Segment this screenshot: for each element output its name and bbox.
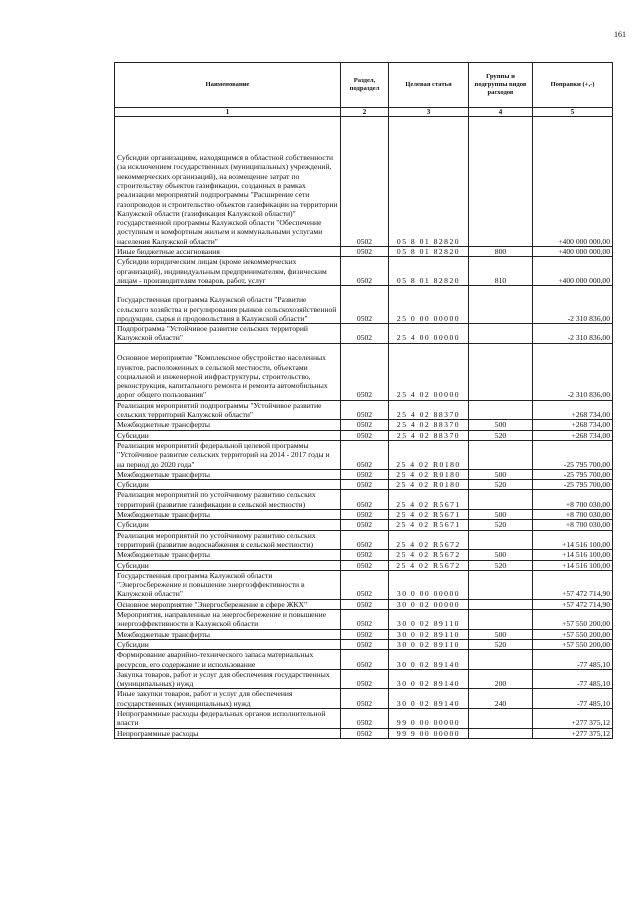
table-row: [115, 610, 613, 630]
row-target-article: 30 0 02 89140: [389, 650, 469, 670]
row-expense-group: 520: [469, 480, 533, 490]
row-target-article: 25 4 02 00000: [389, 343, 469, 400]
row-expense-group: 500: [469, 629, 533, 639]
row-target-article: 25 0 00 00000: [389, 286, 469, 324]
row-target-article: 05 8 01 82820: [389, 117, 469, 247]
row-name: Субсидии: [115, 430, 341, 440]
row-section: 0502: [341, 286, 389, 324]
row-section: 0502: [341, 520, 389, 530]
row-expense-group: 500: [469, 550, 533, 560]
row-section: 0502: [341, 728, 389, 738]
row-expense-group: 500: [469, 469, 533, 479]
row-target-article: 25 4 02 88370: [389, 430, 469, 440]
table-row: [115, 247, 613, 257]
row-expense-group: 520: [469, 520, 533, 530]
row-amendment-amount: +8 700 030,00: [533, 510, 613, 520]
row-expense-group: [469, 530, 533, 550]
column-number: 1: [115, 108, 341, 117]
row-target-article: 05 8 01 82820: [389, 247, 469, 257]
row-section: 0502: [341, 570, 389, 599]
table-row: [115, 520, 613, 530]
row-expense-group: [469, 324, 533, 344]
row-amendment-amount: +57 472 714,90: [533, 570, 613, 599]
row-section: 0502: [341, 650, 389, 670]
table-row: [115, 550, 613, 560]
row-name: Реализация мероприятий федеральной целевой программы "Устойчивое развитие сельских территорий на 2014 - 2017 годы и на период до 2020 года": [115, 440, 341, 469]
row-expense-group: [469, 599, 533, 609]
row-target-article: 30 0 00 00000: [389, 570, 469, 599]
row-target-article: 25 4 02 R5672: [389, 530, 469, 550]
row-target-article: 30 0 02 00000: [389, 599, 469, 609]
table-row: [115, 570, 613, 599]
row-target-article: 25 4 02 88370: [389, 400, 469, 420]
row-expense-group: 500: [469, 420, 533, 430]
table-header-row: [115, 63, 613, 108]
row-expense-group: [469, 440, 533, 469]
row-name: Реализация мероприятий подпрограммы "Устойчивое развитие сельских территорий Калужской области": [115, 400, 341, 420]
row-expense-group: 800: [469, 247, 533, 257]
row-target-article: 25 4 02 R5671: [389, 510, 469, 520]
row-target-article: 25 4 00 00000: [389, 324, 469, 344]
row-name: Иные закупки товаров, работ и услуг для обеспечения государственных (муниципальных) нужд: [115, 689, 341, 709]
row-section: 0502: [341, 324, 389, 344]
table-row: [115, 343, 613, 400]
row-amendment-amount: -77 485,10: [533, 669, 613, 689]
table-row: [115, 689, 613, 709]
table-row: [115, 490, 613, 510]
row-amendment-amount: -25 795 700,00: [533, 440, 613, 469]
table-row: [115, 430, 613, 440]
row-target-article: 30 0 02 89110: [389, 610, 469, 630]
column-number: 2: [341, 108, 389, 117]
column-number: 3: [389, 108, 469, 117]
table-row: [115, 530, 613, 550]
row-amendment-amount: +8 700 030,00: [533, 490, 613, 510]
row-amendment-amount: -2 310 836,00: [533, 324, 613, 344]
row-amendment-amount: +277 375,12: [533, 708, 613, 728]
row-section: 0502: [341, 430, 389, 440]
row-target-article: 25 4 02 R5672: [389, 560, 469, 570]
row-name: Субсидии организациям, находящимся в областной собственности (за исключением государственных (муниципальных) учреждений, некоммерческих организаций), на возмещение затрат по строительству объектов газификации, созданных в рамках реализации мероприятий подпрограммы "Расширение сети газопроводов и строительство объектов газификации на территории Калужской области (газификация Калужской области)" государственной программы Калужской области "Обеспечение доступным и комфортным жильем и коммунальными услугами населения Калужской области": [115, 117, 341, 247]
row-amendment-amount: +277 375,12: [533, 728, 613, 738]
row-section: 0502: [341, 490, 389, 510]
row-amendment-amount: +268 734,00: [533, 400, 613, 420]
row-name: Непрограммные расходы: [115, 728, 341, 738]
row-name: Формирование аварийно-технического запаса материальных ресурсов, его содержание и использование: [115, 650, 341, 670]
table-row: [115, 669, 613, 689]
row-name: Межбюджетные трансферты: [115, 510, 341, 520]
row-section: 0502: [341, 510, 389, 520]
row-expense-group: 520: [469, 560, 533, 570]
table-row: [115, 728, 613, 738]
row-amendment-amount: +57 550 200,00: [533, 639, 613, 649]
row-name: Основное мероприятие "Энергосбережение в сфере ЖКХ": [115, 599, 341, 609]
table-row: [115, 420, 613, 430]
row-expense-group: 520: [469, 639, 533, 649]
row-expense-group: 200: [469, 669, 533, 689]
row-name: Субсидии: [115, 560, 341, 570]
row-section: 0502: [341, 708, 389, 728]
row-section: 0502: [341, 669, 389, 689]
row-expense-group: [469, 343, 533, 400]
header-target: Целевая статья: [389, 63, 469, 108]
row-target-article: 25 4 02 R5672: [389, 550, 469, 560]
row-amendment-amount: +14 516 100,00: [533, 550, 613, 560]
row-amendment-amount: +400 000 000,00: [533, 117, 613, 247]
table-row: [115, 510, 613, 520]
row-target-article: 99 0 00 00000: [389, 708, 469, 728]
row-amendment-amount: +400 000 000,00: [533, 247, 613, 257]
row-amendment-amount: -2 310 836,00: [533, 343, 613, 400]
row-section: 0502: [341, 343, 389, 400]
row-expense-group: [469, 610, 533, 630]
row-section: 0502: [341, 560, 389, 570]
column-number: 5: [533, 108, 613, 117]
row-expense-group: [469, 570, 533, 599]
row-section: 0502: [341, 689, 389, 709]
row-amendment-amount: +14 516 100,00: [533, 530, 613, 550]
row-section: 0502: [341, 550, 389, 560]
row-amendment-amount: -25 795 700,00: [533, 480, 613, 490]
row-name: Государственная программа Калужской области "Энергосбережение и повышение энергоэффективности в Калужской области": [115, 570, 341, 599]
row-target-article: 25 4 02 R0180: [389, 440, 469, 469]
row-amendment-amount: -2 310 836,00: [533, 286, 613, 324]
row-expense-group: [469, 286, 533, 324]
row-section: 0502: [341, 610, 389, 630]
row-name: Подпрограмма "Устойчивое развитие сельских территорий Калужской области": [115, 324, 341, 344]
row-amendment-amount: +57 550 200,00: [533, 629, 613, 639]
row-name: Реализация мероприятий по устойчивому развитию сельских территорий (развитие газификации в сельской местности): [115, 490, 341, 510]
table-row: [115, 440, 613, 469]
row-name: Межбюджетные трансферты: [115, 469, 341, 479]
row-amendment-amount: -77 485,10: [533, 650, 613, 670]
row-expense-group: [469, 708, 533, 728]
row-section: 0502: [341, 257, 389, 286]
row-target-article: 25 4 02 R0180: [389, 480, 469, 490]
row-name: Реализация мероприятий по устойчивому развитию сельских территорий (развитие водоснабжения в сельской местности): [115, 530, 341, 550]
row-target-article: 30 0 02 89140: [389, 689, 469, 709]
row-name: Иные бюджетные ассигнования: [115, 247, 341, 257]
row-target-article: 25 4 02 R5671: [389, 490, 469, 510]
row-expense-group: 520: [469, 430, 533, 440]
row-target-article: 25 4 02 R5671: [389, 520, 469, 530]
row-section: 0502: [341, 480, 389, 490]
column-number-row: [115, 108, 613, 117]
row-section: 0502: [341, 440, 389, 469]
table-row: [115, 708, 613, 728]
table-row: [115, 324, 613, 344]
row-target-article: 30 0 02 89110: [389, 629, 469, 639]
row-expense-group: 500: [469, 510, 533, 520]
header-amendment: Поправки (+,-): [533, 63, 613, 108]
row-expense-group: 240: [469, 689, 533, 709]
header-group: Группы и подгруппы видов расходов: [469, 63, 533, 108]
table-row: [115, 650, 613, 670]
budget-amendments-table: [114, 62, 613, 739]
row-section: 0502: [341, 247, 389, 257]
table-row: [115, 400, 613, 420]
row-name: Субсидии: [115, 520, 341, 530]
row-expense-group: [469, 728, 533, 738]
row-name: Межбюджетные трансферты: [115, 420, 341, 430]
row-target-article: 30 0 02 89140: [389, 669, 469, 689]
page-number: 161: [614, 30, 626, 39]
row-target-article: 99 9 00 00000: [389, 728, 469, 738]
row-section: 0502: [341, 530, 389, 550]
row-amendment-amount: -77 485,10: [533, 689, 613, 709]
table-row: [115, 469, 613, 479]
table-row: [115, 560, 613, 570]
row-section: 0502: [341, 599, 389, 609]
column-number: 4: [469, 108, 533, 117]
row-section: 0502: [341, 117, 389, 247]
row-amendment-amount: -25 795 700,00: [533, 469, 613, 479]
header-section: Раздел, подраздел: [341, 63, 389, 108]
row-amendment-amount: +14 516 100,00: [533, 560, 613, 570]
table-row: [115, 480, 613, 490]
row-section: 0502: [341, 420, 389, 430]
row-name: Субсидии: [115, 639, 341, 649]
row-name: Государственная программа Калужской области "Развитие сельского хозяйства и регулирования рынков сельскохозяйственной продукции, сырья и продовольствия в Калужской области": [115, 286, 341, 324]
row-target-article: 30 0 02 89110: [389, 639, 469, 649]
row-name: Мероприятия, направленные на энергосбережение и повышение энергоэффективности в Калужской области: [115, 610, 341, 630]
row-amendment-amount: +400 000 000,00: [533, 257, 613, 286]
row-name: Субсидии: [115, 480, 341, 490]
row-amendment-amount: +57 550 200,00: [533, 610, 613, 630]
row-target-article: 25 4 02 88370: [389, 420, 469, 430]
row-amendment-amount: +268 734,00: [533, 430, 613, 440]
row-name: Субсидии юридическим лицам (кроме некоммерческих организаций), индивидуальным предпринимателям, физическим лицам - производителям товаров, работ, услуг: [115, 257, 341, 286]
row-section: 0502: [341, 639, 389, 649]
row-amendment-amount: +8 700 030,00: [533, 520, 613, 530]
row-name: Межбюджетные трансферты: [115, 629, 341, 639]
table-row: [115, 599, 613, 609]
row-section: 0502: [341, 469, 389, 479]
row-amendment-amount: +57 472 714,90: [533, 599, 613, 609]
row-target-article: 05 8 01 82820: [389, 257, 469, 286]
row-section: 0502: [341, 629, 389, 639]
table-row: [115, 257, 613, 286]
row-name: Непрограммные расходы федеральных органов исполнительной власти: [115, 708, 341, 728]
row-expense-group: [469, 117, 533, 247]
table-row: [115, 117, 613, 247]
table-row: [115, 639, 613, 649]
row-name: Межбюджетные трансферты: [115, 550, 341, 560]
row-expense-group: [469, 650, 533, 670]
row-name: Закупка товаров, работ и услуг для обеспечения государственных (муниципальных) нужд: [115, 669, 341, 689]
row-expense-group: [469, 400, 533, 420]
row-amendment-amount: +268 734,00: [533, 420, 613, 430]
row-section: 0502: [341, 400, 389, 420]
row-name: Основное мероприятие "Комплексное обустройство населенных пунктов, расположенных в сельской местности, объектами социальной и инженерной инфраструктуры, строительство, реконструкция, капитального ремонта и ремонта автомобильных дорог общего пользования": [115, 343, 341, 400]
row-expense-group: [469, 490, 533, 510]
row-target-article: 25 4 02 R0180: [389, 469, 469, 479]
header-name: Наименование: [115, 63, 341, 108]
table-row: [115, 629, 613, 639]
row-expense-group: 810: [469, 257, 533, 286]
table-row: [115, 286, 613, 324]
